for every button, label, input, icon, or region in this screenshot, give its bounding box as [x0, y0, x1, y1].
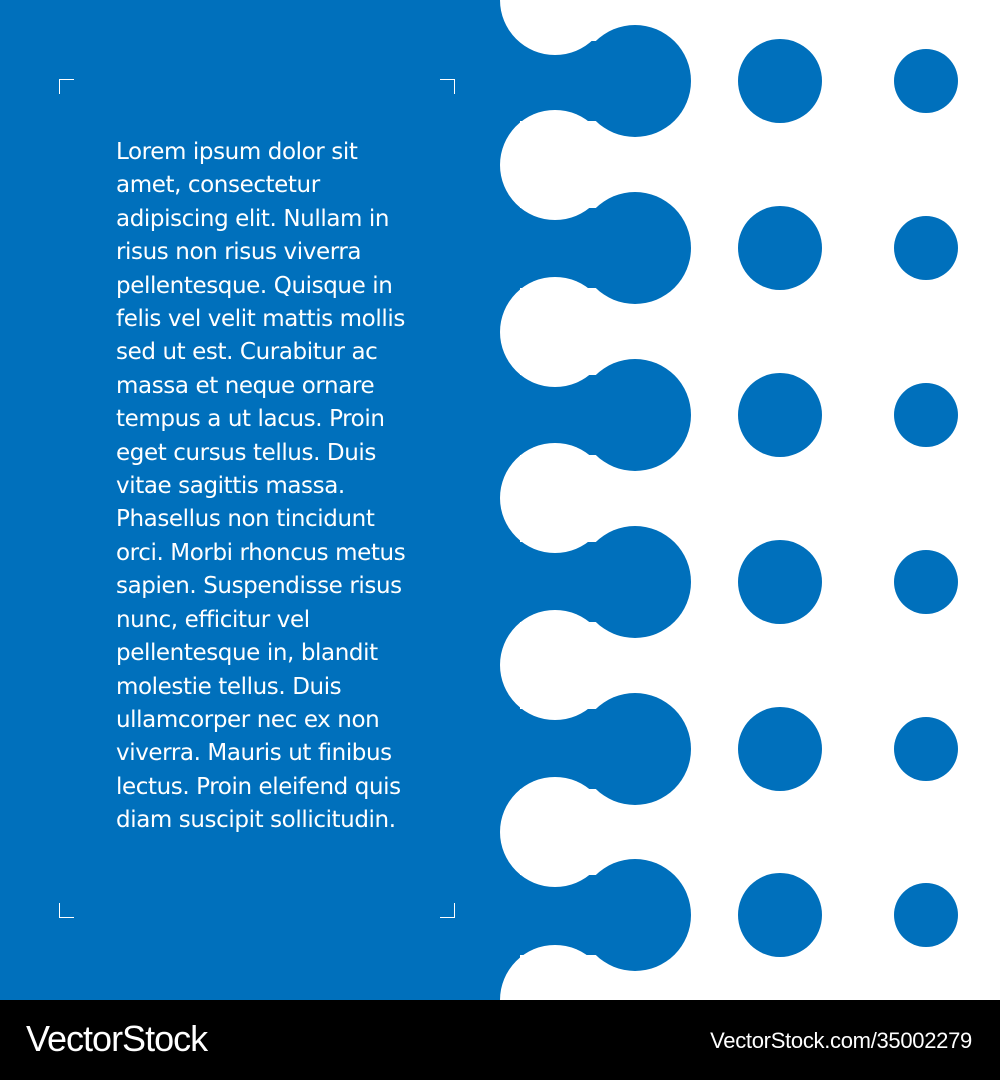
dot-large [738, 373, 822, 457]
dot-small [894, 717, 958, 781]
dot-small [894, 216, 958, 280]
white-notch [500, 610, 610, 720]
blue-lobe [579, 25, 691, 137]
frame-corner-bottom-right [440, 903, 455, 918]
white-notch [500, 777, 610, 887]
blue-lobe [579, 526, 691, 638]
body-text: Lorem ipsum dolor sit amet, consectetur adipiscing elit. Nullam in risus non risus viverra pellentesque. Quisque in felis vel velit mattis mollis sed ut est. Curabitur ac massa et neque ornare tempus a ut lacus. Proin eget cursus tellus. Duis vitae sagittis massa. Phasellus non tincidunt orci. Morbi rhoncus metus sapien. Suspendisse risus nunc, efficitur vel pellentesque in, blandit molestie tellus. Duis ullamcorper nec ex non viverra. Mauris ut finibus lectus. Proin eleifend quis diam suscipit sollicitudin. [116, 139, 406, 834]
dot-large [738, 206, 822, 290]
blue-lobe [579, 192, 691, 304]
blue-lobe [579, 859, 691, 971]
dot-small [894, 883, 958, 947]
frame-corner-top-right [440, 79, 455, 94]
footer-image-url: VectorStock.com/35002279 [710, 1028, 972, 1053]
blue-lobe [579, 693, 691, 805]
dot-large [738, 540, 822, 624]
blue-lobe [579, 359, 691, 471]
white-notch [500, 443, 610, 553]
white-notch [500, 277, 610, 387]
dot-small [894, 550, 958, 614]
frame-corner-top-left [59, 79, 74, 94]
dot-small [894, 383, 958, 447]
dot-large [738, 873, 822, 957]
footer-brand-logo: VectorStock [26, 1018, 208, 1059]
dot-large [738, 39, 822, 123]
frame-corner-bottom-left [59, 903, 74, 918]
footer-bar [0, 1000, 1000, 1080]
dot-small [894, 49, 958, 113]
white-notch [500, 110, 610, 220]
dot-large [738, 707, 822, 791]
